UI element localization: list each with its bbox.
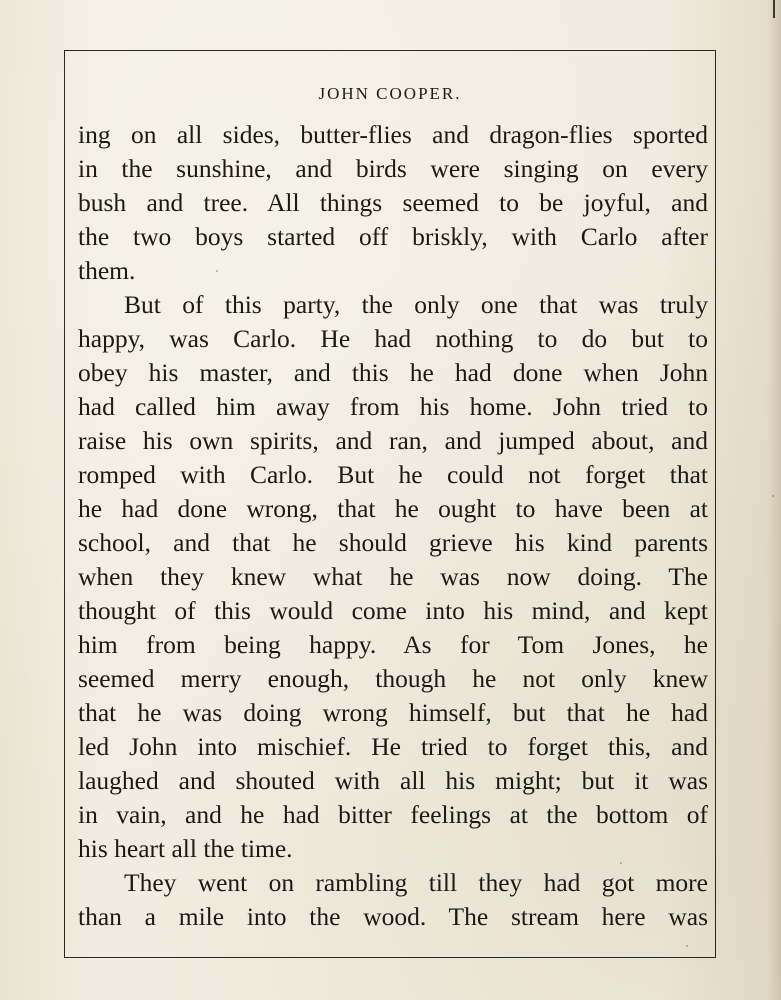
text-line: They went on rambling till they had got more <box>124 868 708 897</box>
paper-fleck <box>620 862 622 864</box>
text-line: romped with Carlo. But he could not forget that <box>78 460 708 489</box>
text-line: obey his master, and this he had done when John <box>78 358 708 387</box>
text-line: thought of this would come into his mind, and kept <box>78 596 708 625</box>
body-text <box>78 118 708 934</box>
text-line: led John into mischief. He tried to forget this, and <box>78 732 708 761</box>
text-line: the two boys started off briskly, with Carlo after <box>78 222 708 251</box>
text-line: when they knew what he was now doing. The <box>78 562 708 591</box>
paper-fleck <box>772 495 774 497</box>
corner-mark <box>773 0 775 18</box>
text-line: his heart all the time. <box>78 834 293 863</box>
text-line: had called him away from his home. John tried to <box>78 392 708 421</box>
text-line: raise his own spirits, and ran, and jumped about, and <box>78 426 708 455</box>
text-line: laughed and shouted with all his might; but it was <box>78 766 708 795</box>
paper-fleck <box>216 270 218 272</box>
text-line: in the sunshine, and birds were singing on every <box>78 154 708 183</box>
text-line: school, and that he should grieve his kind parents <box>78 528 708 557</box>
text-line: bush and tree. All things seemed to be joyful, and <box>78 188 708 217</box>
text-line: than a mile into the wood. The stream here was <box>78 902 708 931</box>
text-line: ing on all sides, butter-flies and dragon-flies sported <box>78 120 708 149</box>
text-line: in vain, and he had bitter feelings at the bottom of <box>78 800 708 829</box>
page-edge-shadow <box>767 0 781 1000</box>
paper-fleck <box>686 945 688 947</box>
text-line: him from being happy. As for Tom Jones, he <box>78 630 708 659</box>
text-line: them. <box>78 256 136 285</box>
text-line: he had done wrong, that he ought to have been at <box>78 494 708 523</box>
text-line: that he was doing wrong himself, but that he had <box>78 698 708 727</box>
text-line: But of this party, the only one that was truly <box>124 290 708 319</box>
text-line: seemed merry enough, though he not only knew <box>78 664 708 693</box>
text-line: happy, was Carlo. He had nothing to do but to <box>78 324 708 353</box>
running-head: JOHN COOPER. <box>318 84 462 103</box>
